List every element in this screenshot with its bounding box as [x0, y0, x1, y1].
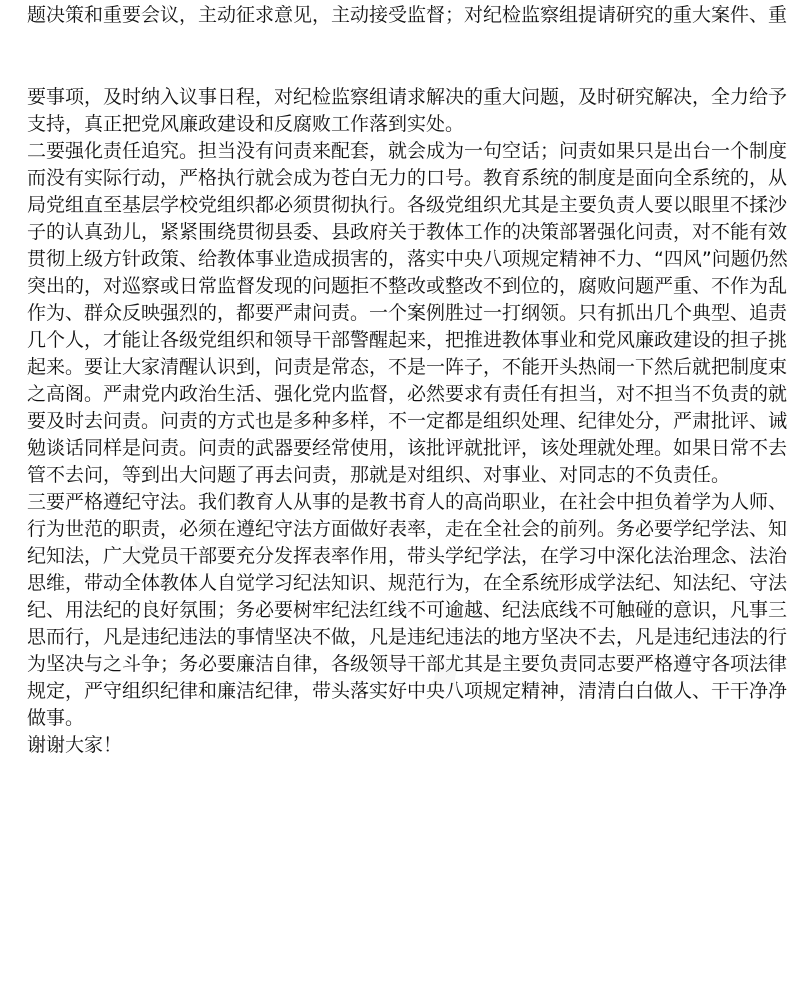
text-line: 做事。	[27, 707, 85, 729]
text-line: 突出的，对巡察或日常监督发现的问题拒不整改或整改不到位的，腐败问题严重、不作为乱	[27, 275, 788, 297]
text-line: 要及时去问责。问责的方式也是多种多样，不一定都是组织处理、纪律处分，严肃批评、诫	[27, 410, 788, 432]
text-line: 勉谈话同样是问责。问责的武器要经常使用，该批评就批评，该处理就处理。如果日常不去	[27, 437, 788, 459]
text-line: 规定，严守组织纪律和廉洁纪律，带头落实好中央八项规定精神，清清白白做人、干干净净	[27, 680, 788, 702]
text-line: 纪、用法纪的良好氛围；务必要树牢纪法红线不可逾越、纪法底线不可触碰的意识，凡事三	[27, 599, 788, 621]
closing-line: 谢谢大家！	[27, 734, 123, 756]
text-line: 要事项，及时纳入议事日程，对纪检监察组请求解决的重大问题，及时研究解决，全力给予	[27, 86, 788, 108]
text-line: 局党组直至基层学校党组织都必须贯彻执行。各级党组织尤其是主要负责人要以眼里不揉沙	[27, 194, 788, 216]
text-line: 之高阁。严肃党内政治生活、强化党内监督，必然要求有责任有担当，对不担当不负责的就	[27, 383, 788, 405]
text-line: 子的认真劲儿，紧紧围绕贯彻县委、县政府关于教体工作的决策部署强化问责，对不能有效	[27, 221, 788, 243]
text-line: 思而行，凡是违纪违法的事情坚决不做，凡是违纪违法的地方坚决不去，凡是违纪违法的行	[27, 626, 788, 648]
text-line: 二要强化责任追究。担当没有问责来配套，就会成为一句空话；问责如果只是出台一个制度	[27, 140, 788, 162]
text-line: 三要严格遵纪守法。我们教育人从事的是教书育人的高尚职业，在社会中担负着学为人师、	[27, 491, 788, 513]
text-line: 题决策和重要会议，主动征求意见，主动接受监督；对纪检监察组提请研究的重大案件、重	[27, 4, 788, 26]
text-line: 支持，真正把党风廉政建设和反腐败工作落到实处。	[27, 113, 465, 135]
text-line: 为坚决与之斗争；务必要廉洁自律，各级领导干部尤其是主要负责同志要严格遵守各项法律	[27, 653, 788, 675]
text-line: 几个人，才能让各级党组织和领导干部警醒起来，把推进教体事业和党风廉政建设的担子挑	[27, 329, 788, 351]
text-line: 起来。要让大家清醒认识到，问责是常态，不是一阵子，不能开头热闹一下然后就把制度束	[27, 356, 788, 378]
text-line: 管不去问，等到出大问题了再去问责，那就是对组织、对事业、对同志的不负责任。	[27, 464, 731, 486]
text-line: 思维，带动全体教体人自觉学习纪法知识、规范行为，在全系统形成学法纪、知法纪、守法	[27, 572, 788, 594]
text-line: 行为世范的职责，必须在遵纪守法方面做好表率，走在全社会的前列。务必要学纪学法、知	[27, 518, 788, 540]
text-line: 纪知法，广大党员干部要充分发挥表率作用，带头学纪学法，在学习中深化法治理念、法治	[27, 545, 788, 567]
text-line: 贯彻上级方针政策、给教体事业造成损害的，落实中央八项规定精神不力、“四风”问题仍然	[27, 248, 788, 270]
text-line: 作为、群众反映强烈的，都要严肃问责。一个案例胜过一打纲领。只有抓出几个典型、追责	[27, 302, 788, 324]
text-line: 而没有实际行动，严格执行就会成为苍白无力的口号。教育系统的制度是面向全系统的，从	[27, 167, 788, 189]
